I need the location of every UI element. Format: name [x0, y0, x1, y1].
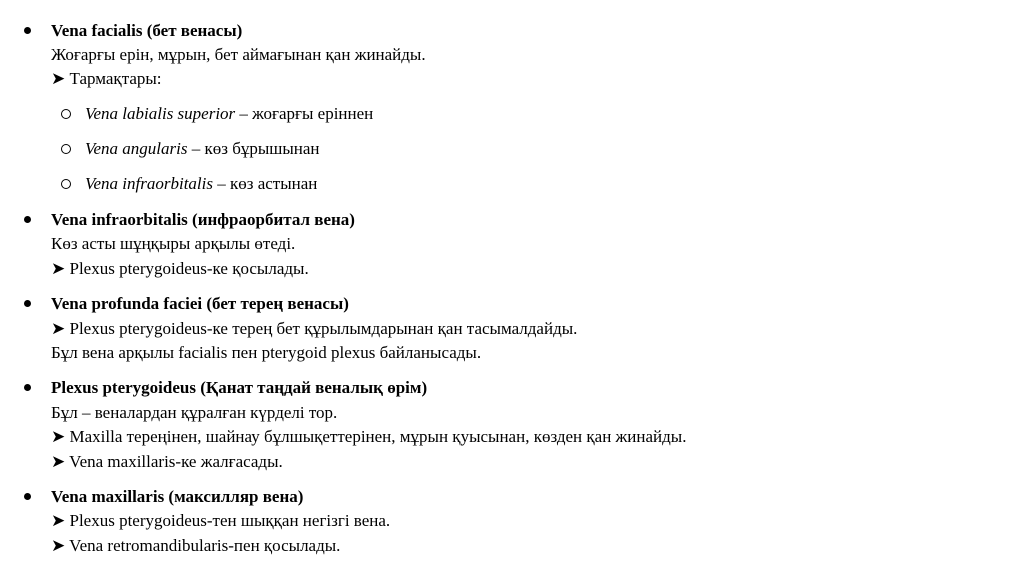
section-text: ➤ Vena retromandibularis-пен қосылады. — [51, 536, 341, 555]
bullet-icon — [24, 300, 31, 307]
section-title: Vena infraorbitalis (инфраорбитал вена) — [51, 210, 355, 229]
section-text: ➤ Maxilla тереңінен, шайнау бұлшықеттерінен, мұрын қуысынан, көзден қан жинайды. — [51, 427, 687, 446]
section-text: ➤ Plexus pterygoideus-ке қосылады. — [51, 259, 309, 278]
bullet-icon — [24, 27, 31, 34]
section-title: Vena profunda faciei (бет терең венасы) — [51, 294, 349, 313]
section-text: Бұл – веналардан құралған күрделі тор. — [51, 403, 338, 422]
section-text: ➤ Vena maxillaris-ке жалғасады. — [51, 452, 283, 471]
branch-desc: – жоғарғы еріннен — [235, 104, 374, 123]
section-text: ➤ Plexus pterygoideus-ке терең бет құрылымдарынан қан тасымалдайды. — [51, 319, 578, 338]
branch-item — [0, 139, 1000, 159]
branch-item — [0, 174, 1000, 194]
section-text: Бұл вена арқылы facialis пен pterygoid plexus байланысады. — [51, 343, 482, 362]
hollow-bullet-icon — [61, 109, 71, 119]
section-text: ➤ Тармақтары: — [51, 69, 162, 88]
branch-latin: Vena angularis — [85, 139, 188, 158]
bullet-icon — [24, 216, 31, 223]
branch-latin: Vena infraorbitalis — [85, 174, 213, 193]
section-text: ➤ Plexus pterygoideus-тен шыққан негізгі вена. — [51, 511, 391, 530]
branch-desc: – көз бұрышынан — [187, 139, 320, 158]
section-text: Көз асты шұңқыры арқылы өтеді. — [51, 234, 296, 253]
branch-latin: Vena labialis superior — [85, 104, 236, 123]
hollow-bullet-icon — [61, 179, 71, 189]
bullet-icon — [24, 384, 31, 391]
branch-item — [0, 104, 1000, 124]
bullet-icon — [24, 493, 31, 500]
hollow-bullet-icon — [61, 144, 71, 154]
section-title: Vena facialis (бет венасы) — [51, 21, 243, 40]
section-title: Plexus pterygoideus (Қанат таңдай веналық өрім) — [51, 378, 428, 397]
branch-desc: – көз астынан — [212, 174, 318, 193]
section-title: Vena maxillaris (максилляр вена) — [51, 487, 304, 506]
section-text: Жоғарғы ерін, мұрын, бет аймағынан қан жинайды. — [51, 45, 426, 64]
